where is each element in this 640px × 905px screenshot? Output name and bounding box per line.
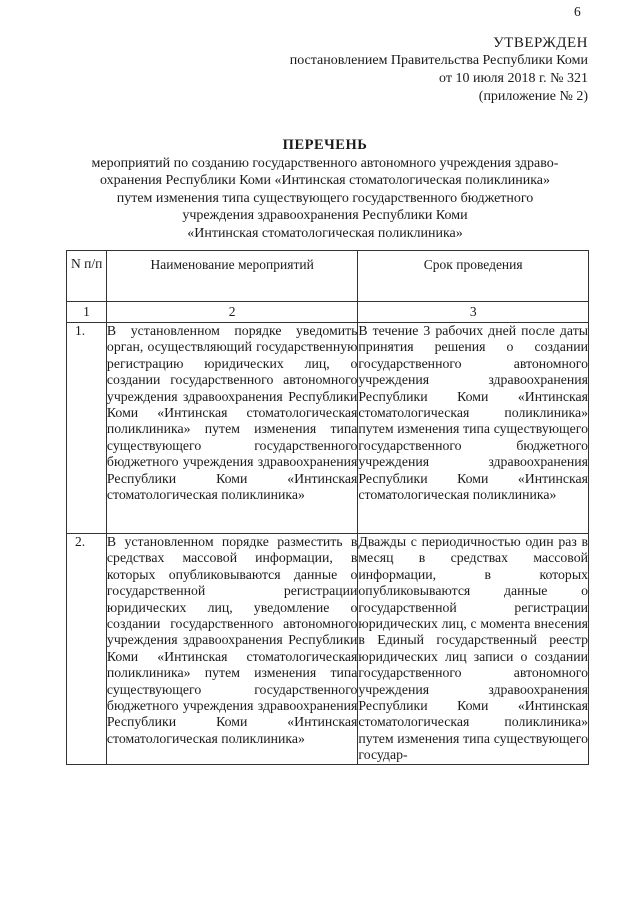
index-num: 1 (67, 302, 107, 323)
approval-date: от 10 июля 2018 г. № 321 (439, 71, 588, 86)
header-term: Срок проведения (358, 251, 589, 302)
table-row (67, 323, 589, 534)
title-line: путем изменения типа существующего государственного бюджетного (116, 190, 534, 206)
approval-block (290, 34, 588, 106)
row-activity (106, 323, 357, 534)
title-heading: ПЕРЕЧЕНЬ (282, 137, 368, 153)
index-term: 3 (358, 302, 589, 323)
row-activity-text: В установленном порядке уведомить орган, осуществляющий государственную регистрацию юридических лиц, о создании государственного автономного учреждения здравоохранения Республики Коми «Интинская стоматологическая поликлиника» путем изменения типа существующего государственного бюджетного учреждения здравоохранения Республики Коми «Интинская стоматологическая поликлиника» (106, 323, 358, 503)
table-index-row (67, 302, 589, 323)
page-number: 6 (574, 4, 581, 19)
approved-label: УТВЕРЖДЕН (493, 35, 588, 51)
approval-appendix: (приложение № 2) (478, 89, 588, 104)
table-row (67, 534, 589, 765)
title-line: охранения Республики Коми «Интинская стоматологическая поликлиника» (100, 173, 550, 188)
document-title (60, 137, 590, 242)
approval-line: постановлением Правительства Республики Коми (289, 53, 588, 68)
row-number: 1. (67, 323, 107, 534)
row-number: 2. (67, 534, 107, 765)
title-line: учреждения здравоохранения Республики Коми (182, 208, 468, 223)
row-term-text: Дважды с периодичностью один раз в месяц в средствах массовой информации, в которых опубликовываются данные о государственной регистрации юридических лиц, с момента внесения в Единый государственный реестр юридических лиц записи о создании государственного автономного учреждения здравоохранения Республики Коми «Интинская стоматологическая поликлиника» путем изменения типа существующего государ- (358, 534, 588, 763)
row-term (358, 534, 589, 765)
row-term (358, 323, 589, 534)
row-term-text: В течение 3 рабочих дней после даты принятия решения о создании государственного автономного учреждения здравоохранения Республики Коми «Интинская стоматологическая поликлиника» путем изменения типа существующего государственного бюджетного учреждения здравоохранения Республики Коми «Интинская стоматологическая поликлиника» (358, 323, 588, 503)
header-num: N п/п (67, 251, 107, 302)
table-header-row (67, 251, 589, 302)
activities-table (66, 250, 589, 765)
row-activity-text: В установленном порядке разместить в средствах массовой информации, в которых опубликовываются данные о государственной регистрации юридических лиц, уведомление о создании государственного автономного учреждения здравоохранения Республики Коми «Интинская стоматологическая поликлиника» путем изменения типа существующего государственного бюджетного учреждения здравоохранения Республики Коми «Интинская стоматологическая поликлиника» (106, 534, 358, 746)
header-name: Наименование мероприятий (106, 251, 357, 302)
row-activity (106, 534, 357, 765)
title-line: «Интинская стоматологическая поликлиника» (187, 225, 463, 241)
index-name: 2 (106, 302, 357, 323)
title-line: мероприятий по созданию государственного автономного учреждения здраво- (91, 155, 559, 171)
